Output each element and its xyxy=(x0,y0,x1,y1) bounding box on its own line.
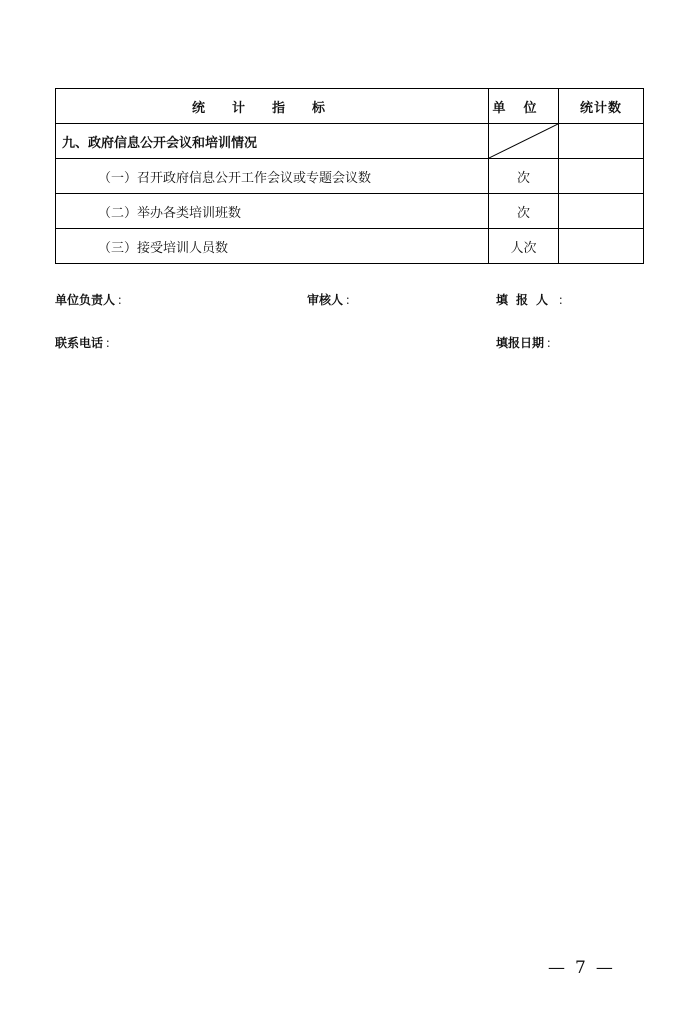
table-row xyxy=(56,194,644,229)
table-row xyxy=(56,159,644,194)
page-number-value: 7 xyxy=(575,958,586,978)
header-unit: 单位 xyxy=(489,89,559,124)
diagonal-cell xyxy=(489,124,559,159)
date-field xyxy=(496,334,558,351)
unit-head-label: 单位负责人 xyxy=(55,293,116,307)
row-count-cell[interactable] xyxy=(559,159,644,194)
colon: ： xyxy=(105,336,118,350)
row-unit: 人次 xyxy=(489,229,559,264)
page-number xyxy=(548,958,613,978)
colon: ： xyxy=(558,293,571,307)
unit-head-field xyxy=(55,291,129,308)
row-unit: 次 xyxy=(489,194,559,229)
page-dash-right: — xyxy=(595,958,613,978)
row-label: （一）召开政府信息公开工作会议或专题会议数 xyxy=(56,159,489,194)
section-count-cell[interactable] xyxy=(559,124,644,159)
date-label: 填报日期 xyxy=(496,336,545,350)
table-header-row xyxy=(56,89,644,124)
row-label: （三）接受培训人员数 xyxy=(56,229,489,264)
phone-field xyxy=(55,334,117,351)
row-unit: 次 xyxy=(489,159,559,194)
colon: ： xyxy=(345,293,358,307)
header-indicator: 统计指标 xyxy=(56,89,489,124)
statistics-table xyxy=(55,88,644,264)
colon: ： xyxy=(117,293,130,307)
colon: ： xyxy=(546,336,559,350)
reviewer-field xyxy=(307,291,357,308)
diagonal-line-icon xyxy=(489,124,558,158)
section-row xyxy=(56,124,644,159)
table-row xyxy=(56,229,644,264)
page-dash-left: — xyxy=(548,958,565,978)
filler-label: 填报人 xyxy=(496,293,557,307)
row-count-cell[interactable] xyxy=(559,229,644,264)
phone-label: 联系电话 xyxy=(55,336,104,350)
row-label: （二）举办各类培训班数 xyxy=(56,194,489,229)
header-count: 统计数 xyxy=(559,89,644,124)
row-count-cell[interactable] xyxy=(559,194,644,229)
filler-field xyxy=(496,291,570,308)
section-title: 九、政府信息公开会议和培训情况 xyxy=(56,124,489,159)
reviewer-label: 审核人 xyxy=(307,293,344,307)
